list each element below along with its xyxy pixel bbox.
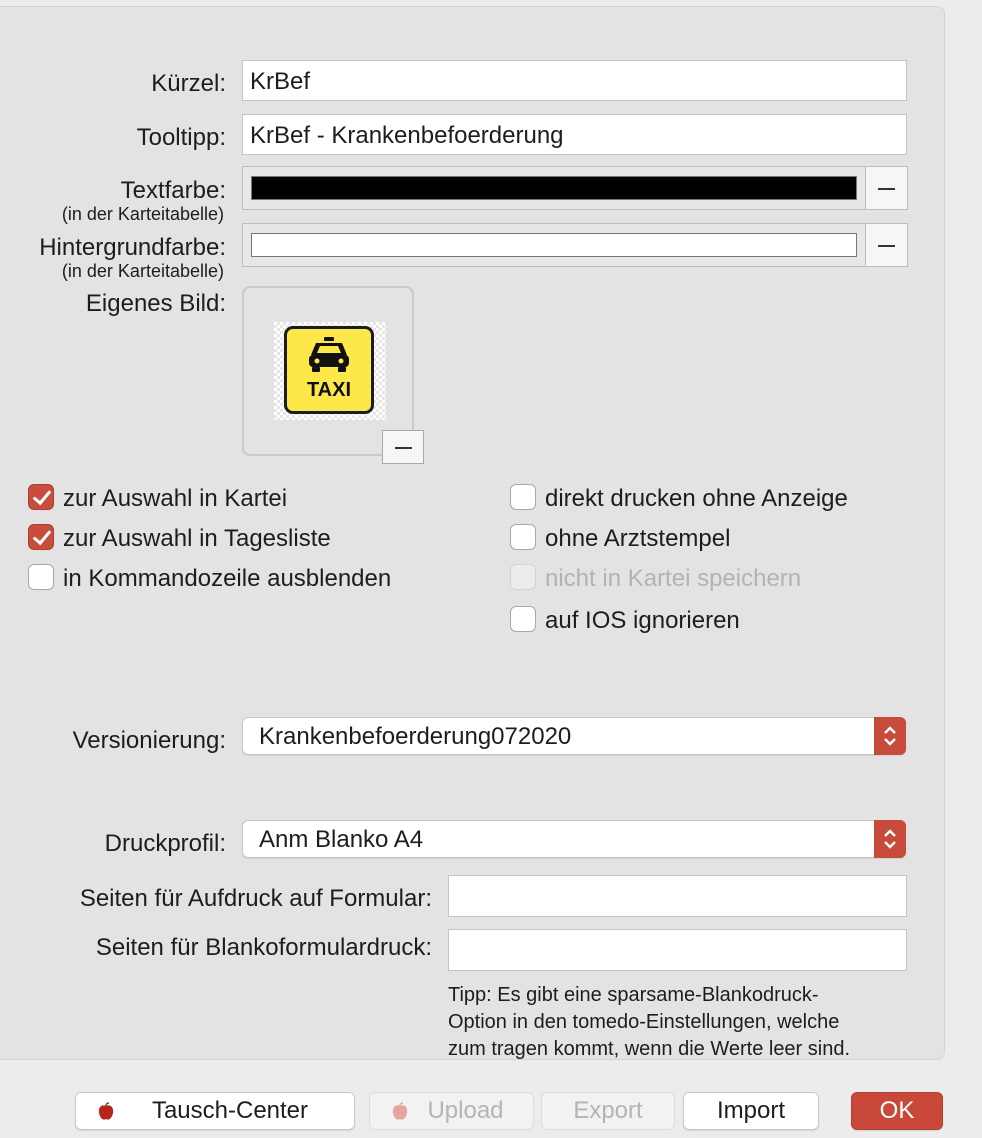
auswahl-kartei-checkbox[interactable] xyxy=(28,484,54,510)
taxi-icon xyxy=(284,326,374,414)
auswahl-tagesliste-label: zur Auswahl in Tagesliste xyxy=(63,525,331,552)
import-label: Import xyxy=(716,1097,785,1124)
import-button[interactable] xyxy=(683,1092,819,1130)
tip-line: zum tragen kommt, wenn die Werte leer sind. xyxy=(448,1038,851,1060)
textfarbe-sublabel: (in der Karteitabelle) xyxy=(61,204,224,224)
hintergrund-color-well[interactable] xyxy=(242,223,866,267)
ios-ignorieren-checkbox[interactable] xyxy=(510,606,536,632)
ios-ignorieren-label: auf IOS ignorieren xyxy=(545,607,740,634)
taxi-image xyxy=(274,322,386,420)
hintergrund-swatch xyxy=(251,233,857,257)
kommandozeile-ausblenden-checkbox[interactable] xyxy=(28,564,54,590)
hintergrund-row xyxy=(242,223,908,267)
upload-label: Upload xyxy=(427,1097,504,1124)
versionierung-value: Krankenbefoerderung072020 xyxy=(259,723,572,750)
druckprofil-select[interactable] xyxy=(242,820,906,858)
nicht-speichern-checkbox xyxy=(510,564,536,590)
versionierung-label: Versionierung: xyxy=(72,727,226,754)
hintergrund-sublabel: (in der Karteitabelle) xyxy=(61,261,224,281)
direkt-drucken-label: direkt drucken ohne Anzeige xyxy=(545,485,848,512)
kuerzel-input[interactable]: KrBef xyxy=(242,60,907,101)
hintergrund-remove-button[interactable] xyxy=(866,223,908,267)
bild-label: Eigenes Bild: xyxy=(85,290,226,317)
updown-arrows-icon xyxy=(874,820,906,858)
ohne-arztstempel-label: ohne Arztstempel xyxy=(545,525,731,552)
tooltip-label: Tooltipp: xyxy=(136,124,226,151)
aufdruck-label: Seiten für Aufdruck auf Formular: xyxy=(79,885,432,912)
textfarbe-swatch xyxy=(251,176,857,200)
kuerzel-label: Kürzel: xyxy=(151,70,226,97)
car-icon xyxy=(287,331,371,381)
image-remove-button[interactable] xyxy=(382,430,424,464)
kommandozeile-ausblenden-label: in Kommandozeile ausblenden xyxy=(63,565,392,592)
versionierung-select[interactable] xyxy=(242,717,906,755)
tooltip-input[interactable]: KrBef - Krankenbefoerderung xyxy=(242,114,907,155)
ok-label: OK xyxy=(879,1097,915,1124)
hintergrund-label: Hintergrundfarbe: xyxy=(39,234,226,261)
blanko-input[interactable] xyxy=(448,929,907,971)
tip-text xyxy=(448,982,928,1063)
textfarbe-color-well[interactable] xyxy=(242,166,866,210)
textfarbe-remove-button[interactable] xyxy=(866,166,908,210)
taxi-text: TAXI xyxy=(306,379,352,401)
direkt-drucken-checkbox[interactable] xyxy=(510,484,536,510)
textfarbe-row xyxy=(242,166,908,210)
export-label: Export xyxy=(573,1097,643,1124)
druckprofil-value: Anm Blanko A4 xyxy=(259,826,424,853)
apple-icon xyxy=(390,1102,410,1122)
tausch-center-button[interactable] xyxy=(75,1092,355,1130)
tip-line: Option in den tomedo-Einstellungen, welche xyxy=(448,1011,840,1033)
tausch-center-label: Tausch-Center xyxy=(151,1097,309,1124)
export-button xyxy=(541,1092,675,1130)
aufdruck-input[interactable] xyxy=(448,875,907,917)
ohne-arztstempel-checkbox[interactable] xyxy=(510,524,536,550)
ok-button[interactable] xyxy=(851,1092,943,1130)
auswahl-tagesliste-checkbox[interactable] xyxy=(28,524,54,550)
updown-arrows-icon xyxy=(874,717,906,755)
textfarbe-label: Textfarbe: xyxy=(120,177,226,204)
upload-button xyxy=(369,1092,534,1130)
image-well[interactable] xyxy=(242,286,414,456)
apple-icon xyxy=(96,1102,116,1122)
druckprofil-label: Druckprofil: xyxy=(104,830,226,857)
auswahl-kartei-label: zur Auswahl in Kartei xyxy=(63,485,288,512)
nicht-speichern-label: nicht in Kartei speichern xyxy=(545,565,802,592)
blanko-label: Seiten für Blankoformulardruck: xyxy=(95,934,432,961)
tip-line: Tipp: Es gibt eine sparsame-Blankodruck- xyxy=(448,984,819,1006)
